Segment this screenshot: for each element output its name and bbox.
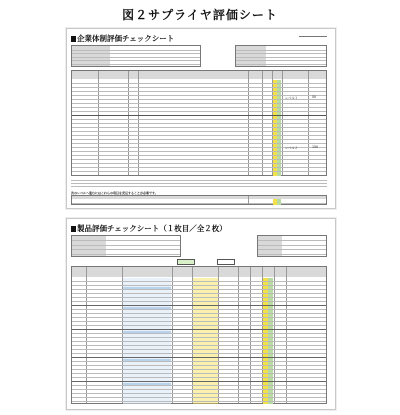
sheet1-info-left bbox=[71, 45, 201, 67]
sheet2-title-text: 製品評価チェックシート（１枚目／全２枚） bbox=[77, 224, 227, 233]
sheet1-info-right bbox=[235, 45, 327, 67]
sheet2-info-right bbox=[257, 235, 327, 257]
square-mark-icon bbox=[71, 226, 76, 232]
sheet2-title bbox=[71, 223, 227, 234]
level-1-score: 50 bbox=[312, 95, 317, 99]
company-evaluation-sheet bbox=[66, 28, 336, 209]
sheet1-next-level-table bbox=[71, 195, 327, 205]
square-mark-icon bbox=[71, 36, 76, 42]
level-1-label: レベル１ bbox=[285, 96, 298, 100]
sheet1-date-line bbox=[299, 36, 327, 37]
sheet1-title-text: 企業体制評価チェックシート bbox=[77, 34, 175, 43]
legend-box-2 bbox=[217, 259, 235, 265]
legend-box-1 bbox=[177, 259, 195, 265]
figure-title: 図２サプライヤ評価シート bbox=[122, 8, 278, 22]
sheet2-main-table bbox=[71, 266, 327, 404]
sheet1-next-level-note: 次のレベルへ進むにはこれらの項目を充足することが必要です。 bbox=[71, 191, 158, 195]
product-evaluation-sheet bbox=[66, 218, 336, 410]
sheet1-notes bbox=[71, 178, 327, 190]
level-2-score: 150 bbox=[312, 145, 319, 149]
sheet2-info-left bbox=[71, 235, 181, 257]
level-2-label: レベル２ bbox=[285, 146, 298, 150]
sheet1-main-table bbox=[71, 70, 327, 176]
sheet1-title bbox=[71, 33, 174, 44]
